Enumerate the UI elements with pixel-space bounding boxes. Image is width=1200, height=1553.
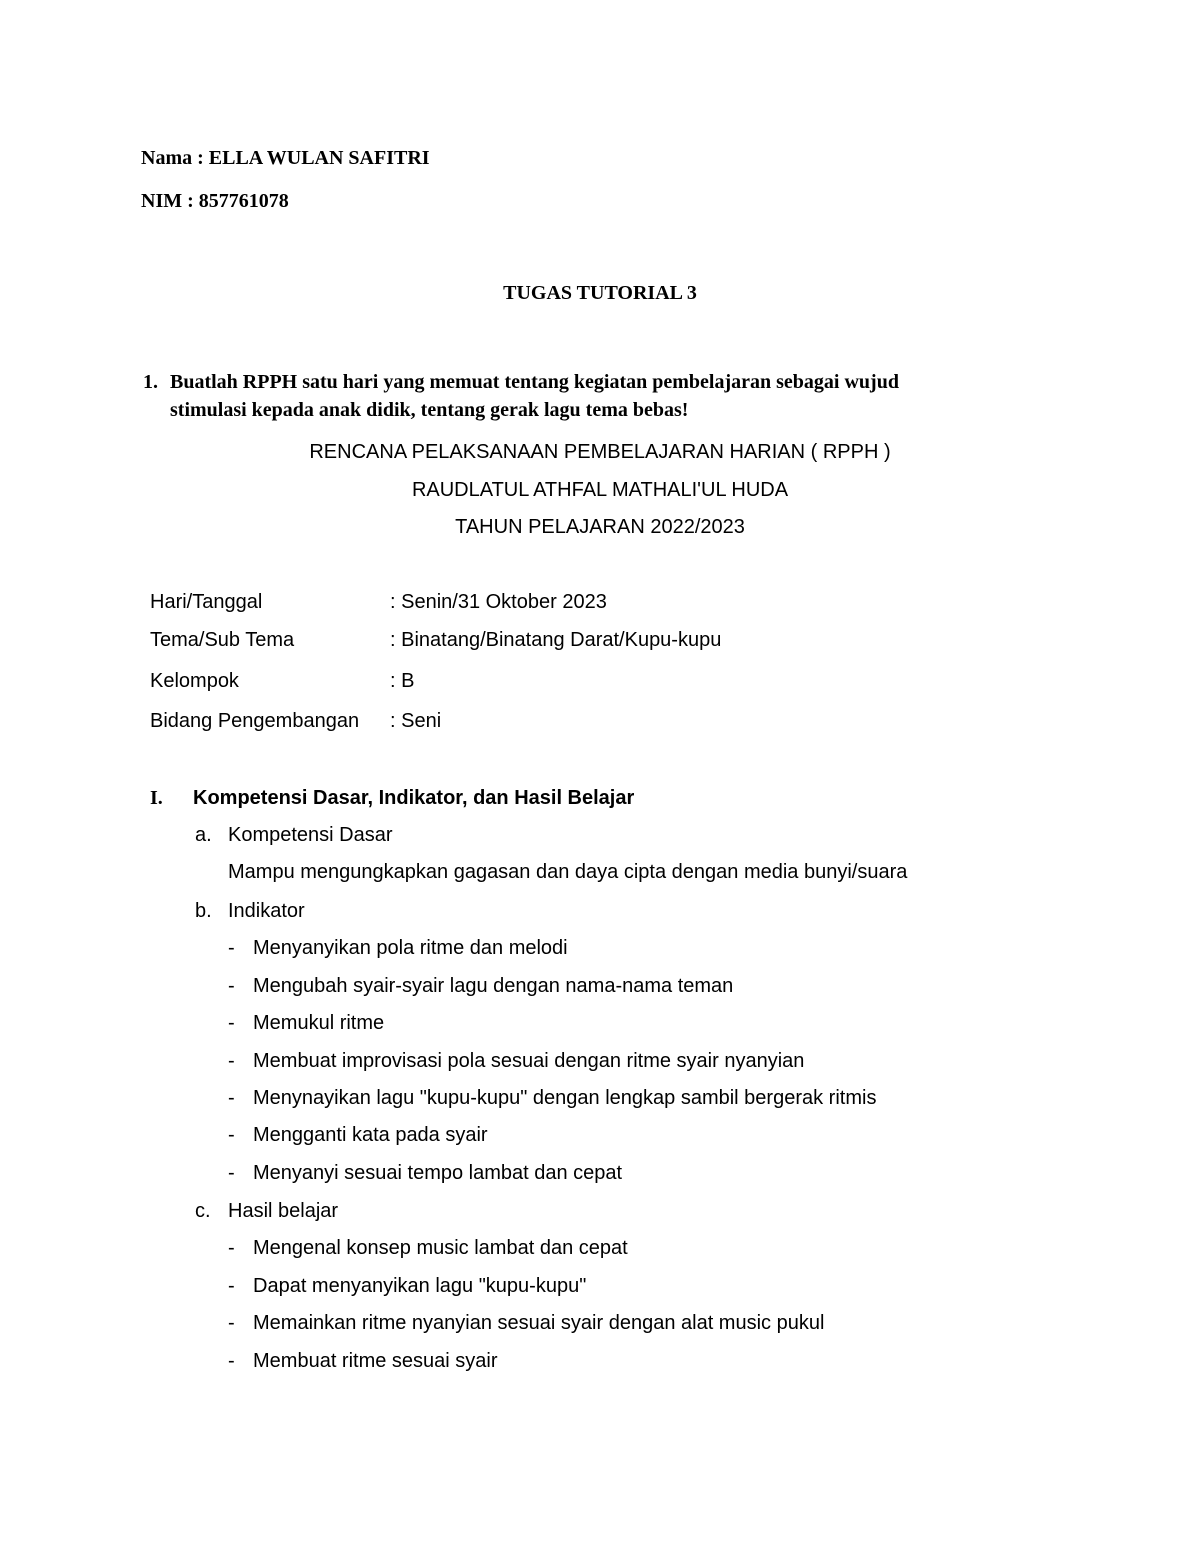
student-nim: NIM : 857761078 bbox=[141, 190, 289, 212]
bullet-dash: - bbox=[228, 1312, 235, 1334]
bullet-dash: - bbox=[228, 975, 235, 997]
subsection-c-marker: c. bbox=[195, 1200, 211, 1222]
bullet-dash: - bbox=[228, 1087, 235, 1109]
hasil-item: Memainkan ritme nyanyian sesuai syair dengan alat music pukul bbox=[253, 1312, 825, 1334]
info-label-hari: Hari/Tanggal bbox=[150, 591, 263, 613]
info-value-tema: : Binatang/Binatang Darat/Kupu-kupu bbox=[390, 629, 722, 651]
info-label-bidang: Bidang Pengembangan bbox=[150, 710, 360, 732]
info-label-tema: Tema/Sub Tema bbox=[150, 629, 295, 651]
bullet-dash: - bbox=[228, 1050, 235, 1072]
subsection-c-label: Hasil belajar bbox=[228, 1200, 339, 1222]
subsection-a-label: Kompetensi Dasar bbox=[228, 824, 393, 846]
bullet-dash: - bbox=[228, 1012, 235, 1034]
section-numeral: I. bbox=[150, 787, 163, 809]
indikator-item: Memukul ritme bbox=[253, 1012, 385, 1034]
subsection-a-marker: a. bbox=[195, 824, 212, 846]
hasil-item: Membuat ritme sesuai syair bbox=[253, 1350, 498, 1372]
student-name: Nama : ELLA WULAN SAFITRI bbox=[141, 147, 430, 169]
rpph-heading-line-2: RAUDLATUL ATHFAL MATHALI'UL HUDA bbox=[411, 479, 789, 501]
hasil-item: Dapat menyanyikan lagu "kupu-kupu" bbox=[253, 1275, 587, 1297]
bullet-dash: - bbox=[228, 1124, 235, 1146]
question-line-1: Buatlah RPPH satu hari yang memuat tentang kegiatan pembelajaran sebagai wujud bbox=[170, 371, 899, 393]
question-number: 1. bbox=[143, 371, 158, 393]
bullet-dash: - bbox=[228, 1162, 235, 1184]
info-value-kelompok: : B bbox=[390, 670, 415, 692]
bullet-dash: - bbox=[228, 937, 235, 959]
info-value-bidang: : Seni bbox=[390, 710, 442, 732]
indikator-item: Menyanyikan pola ritme dan melodi bbox=[253, 937, 568, 959]
info-value-hari: : Senin/31 Oktober 2023 bbox=[390, 591, 607, 613]
subsection-b-label: Indikator bbox=[228, 900, 305, 922]
page-title: TUGAS TUTORIAL 3 bbox=[503, 282, 697, 304]
subsection-b-marker: b. bbox=[195, 900, 212, 922]
rpph-heading-line-3: TAHUN PELAJARAN 2022/2023 bbox=[455, 516, 745, 538]
indikator-item: Mengubah syair-syair lagu dengan nama-nama teman bbox=[253, 975, 734, 997]
indikator-item: Membuat improvisasi pola sesuai dengan ritme syair nyanyian bbox=[253, 1050, 805, 1072]
bullet-dash: - bbox=[228, 1237, 235, 1259]
rpph-heading-line-1: RENCANA PELAKSANAAN PEMBELAJARAN HARIAN ( RPPH ) bbox=[309, 441, 891, 463]
info-label-kelompok: Kelompok bbox=[150, 670, 239, 692]
bullet-dash: - bbox=[228, 1275, 235, 1297]
indikator-item: Menynayikan lagu "kupu-kupu" dengan lengkap sambil bergerak ritmis bbox=[253, 1087, 877, 1109]
question-line-2: stimulasi kepada anak didik, tentang gerak lagu tema bebas! bbox=[170, 399, 689, 421]
subsection-a-text: Mampu mengungkapkan gagasan dan daya cipta dengan media bunyi/suara bbox=[228, 861, 908, 883]
section-title: Kompetensi Dasar, Indikator, dan Hasil Belajar bbox=[193, 787, 635, 809]
bullet-dash: - bbox=[228, 1350, 235, 1372]
indikator-item: Menyanyi sesuai tempo lambat dan cepat bbox=[253, 1162, 623, 1184]
indikator-item: Mengganti kata pada syair bbox=[253, 1124, 488, 1146]
hasil-item: Mengenal konsep music lambat dan cepat bbox=[253, 1237, 628, 1259]
